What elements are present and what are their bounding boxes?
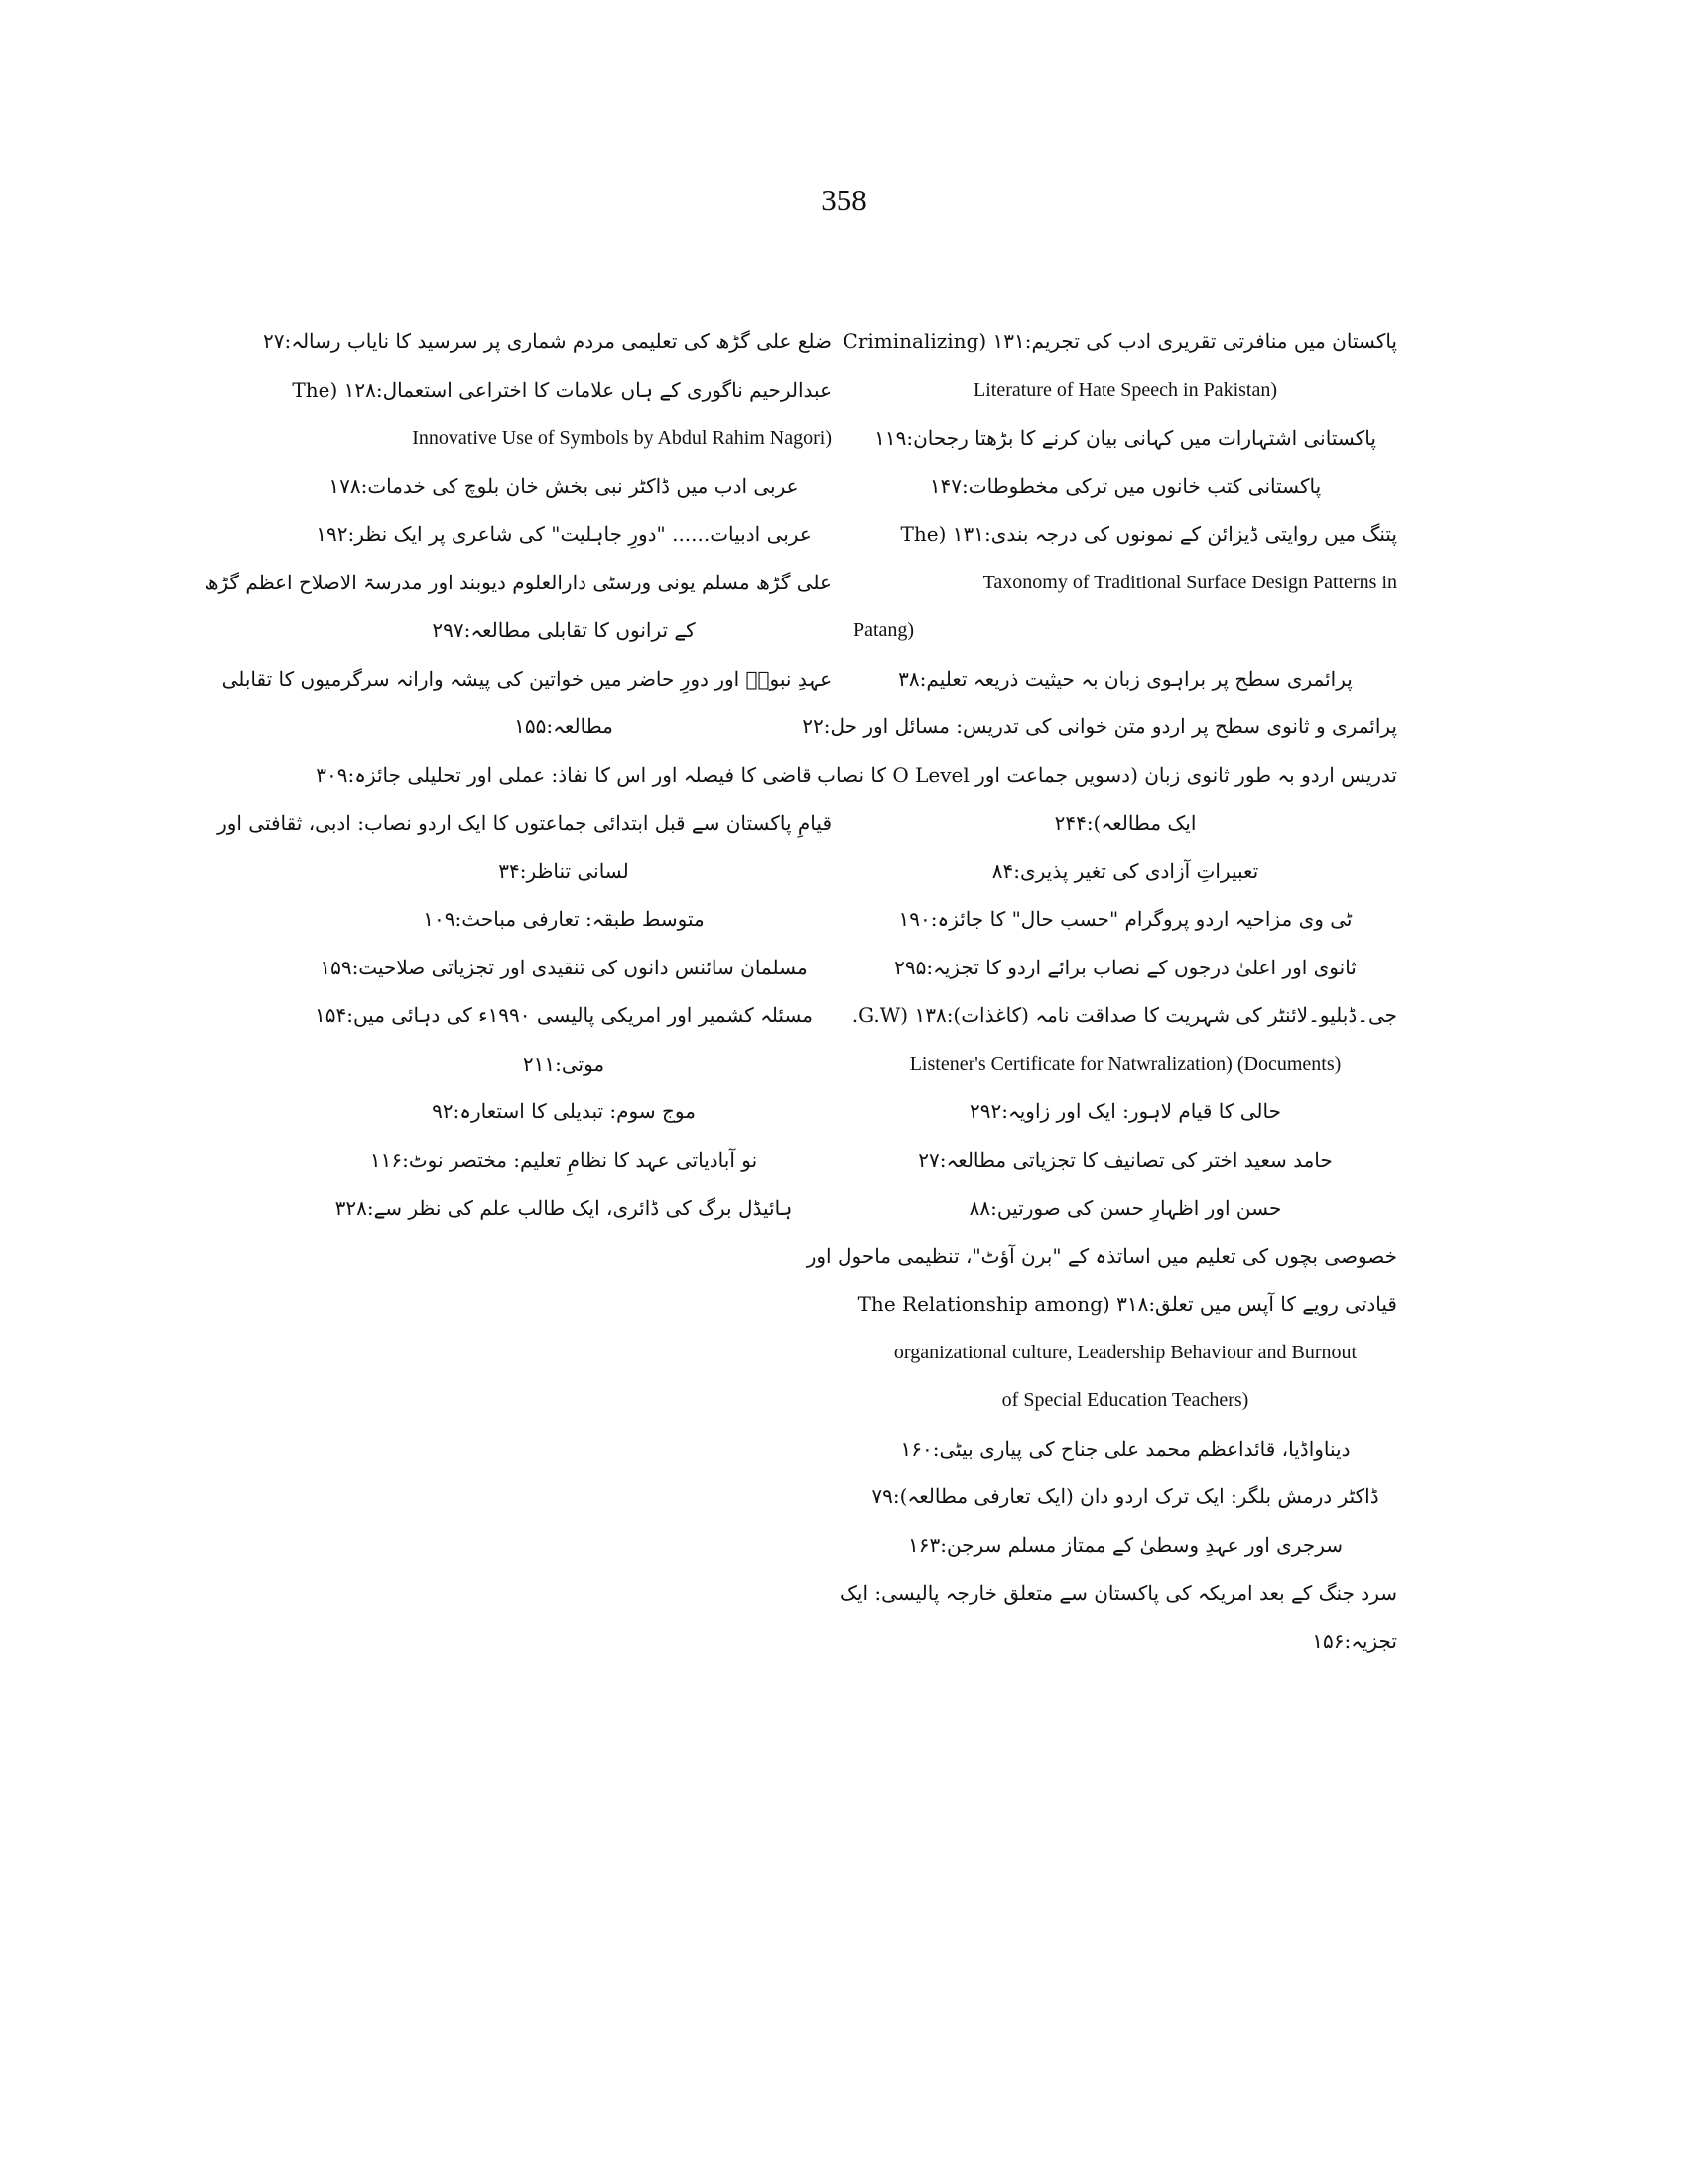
index-entry-line: علی گڑھ مسلم یونی ورسٹی دارالعلوم دیوبند اور مدرسۃ الاصلاح اعظم گڑھ: [204, 570, 832, 594]
index-entry-line: سرد جنگ کے بعد امریکہ کی پاکستان سے متعلق خارجہ پالیسی: ایک: [840, 1581, 1397, 1605]
index-entry-line: تعبیراتِ آزادی کی تغیر پذیری:۸۴: [991, 858, 1259, 883]
index-entry-line: ضلع علی گڑھ کی تعلیمی مردم شماری پر سرسید کا نایاب رسالہ:۲۷: [263, 329, 832, 353]
index-entry-line: Patang): [853, 619, 915, 641]
index-entry-line: عربی ادبیات...... "دورِ جاہلیت" کی شاعری پر ایک نظر:۱۹۲: [316, 522, 812, 546]
index-entry-line: موتی:۲۱۱: [522, 1051, 605, 1076]
page-number: 358: [821, 183, 867, 217]
index-entry-line: پاکستانی اشتہارات میں کہانی بیان کرنے کا بڑھتا رجحان:۱۱۹: [874, 426, 1376, 450]
index-column-right: [802, 318, 1397, 1665]
index-entry-line: organizational culture, Leadership Behaviour and Burnout: [893, 1341, 1358, 1363]
index-entry-line: کے ترانوں کا تقابلی مطالعہ:۲۹۷: [432, 618, 696, 642]
index-column-left: [204, 318, 832, 1232]
index-entry-line: دیناواڈیا، قائداعظم محمد علی جناح کی پیاری بیٹی:۱۶۰: [900, 1436, 1351, 1461]
index-entry-line: قیادتی رویے کا آپس میں تعلق:۳۱۸ (The Relationship among: [857, 1292, 1397, 1316]
index-entry-line: موج سوم: تبدیلی کا استعارہ:۹۲: [432, 1099, 696, 1123]
index-entry-line: مسئلہ کشمیر اور امریکی پالیسی ۱۹۹۰ء کی دہائی میں:۱۵۴: [314, 1003, 814, 1027]
index-entry-line: لسانی تناظر:۳۴: [498, 858, 629, 883]
index-entry-line: Listener's Certificate for Natwralization) (Documents): [909, 1052, 1342, 1075]
index-entry-line: ہائیڈل برگ کی ڈائری، ایک طالب علم کی نظر سے:۳۲۸: [334, 1196, 793, 1220]
index-entry-line: تجزیہ:۱۵۶: [1312, 1628, 1397, 1653]
index-entry-line: ایک مطالعہ):۲۴۴: [1054, 811, 1197, 835]
index-entry-line: پاکستان میں منافرتی تقریری ادب کی تجریم:۱۳۱ (Criminalizing: [843, 329, 1397, 353]
index-entry-line: of Special Education Teachers): [1001, 1389, 1249, 1411]
index-entry-line: Innovative Use of Symbols by Abdul Rahim Nagori): [412, 427, 832, 449]
index-entry-line: پرائمری و ثانوی سطح پر اردو متن خوانی کی تدریس: مسائل اور حل:۲۲: [802, 714, 1397, 738]
index-entry-line: مطالعہ:۱۵۵: [514, 714, 613, 738]
index-entry-line: مسلمان سائنس دانوں کی تنقیدی اور تجزیاتی صلاحیت:۱۵۹: [320, 955, 808, 979]
index-entry-line: حالی کا قیام لاہور: ایک اور زاویہ:۲۹۲: [970, 1099, 1281, 1123]
index-entry-line: قاضی کا فیصلہ اور اس کا نفاذ: عملی اور تحلیلی جائزہ:۳۰۹: [316, 762, 812, 787]
index-entry-line: متوسط طبقہ: تعارفی مباحث:۱۰۹: [423, 907, 705, 931]
index-entry-line: ڈاکٹر درمش بلگر: ایک ترک اردو دان (ایک تعارفی مطالعہ):۷۹: [871, 1484, 1379, 1508]
index-entry-line: حسن اور اظہارِ حسن کی صورتیں:۸۸: [969, 1196, 1282, 1220]
index-entry-line: حامد سعید اختر کی تصانیف کا تجزیاتی مطالعہ:۲۷: [918, 1147, 1333, 1172]
index-entry-line: ٹی وی مزاحیہ اردو پروگرام "حسب حال" کا جائزہ:۱۹۰: [898, 907, 1353, 931]
index-entry-line: پتنگ میں روایتی ڈیزائن کے نمونوں کی درجہ بندی:۱۳۱ (The: [900, 522, 1397, 546]
index-entry-line: ثانوی اور اعلیٰ درجوں کے نصاب برائے اردو کا تجزیہ:۲۹۵: [894, 955, 1357, 979]
index-entry-line: عربی ادب میں ڈاکٹر نبی بخش خان بلوچ کی خدمات:۱۷۸: [328, 473, 799, 498]
index-entry-line: خصوصی بچوں کی تعلیم میں اساتذہ کے "برن آؤٹ"، تنظیمی ماحول اور: [806, 1243, 1397, 1268]
index-entry-line: Literature of Hate Speech in Pakistan): [974, 378, 1277, 401]
index-entry-line: قیامِ پاکستان سے قبل ابتدائی جماعتوں کا ایک اردو نصاب: ادبی، ثقافتی اور: [217, 811, 832, 835]
index-entry-line: نو آبادیاتی عہد کا نظامِ تعلیم: مختصر نوٹ:۱۱۶: [369, 1147, 758, 1172]
index-entry-line: سرجری اور عہدِ وسطیٰ کے ممتاز مسلم سرجن:۱۶۳: [907, 1532, 1343, 1557]
index-entry-line: Taxonomy of Traditional Surface Design Patterns in: [982, 571, 1397, 593]
index-entry-line: پاکستانی کتب خانوں میں ترکی مخطوطات:۱۴۷: [929, 473, 1322, 498]
index-entry-line: عہدِ نبویؐ اور دورِ حاضر میں خواتین کی پیشہ وارانہ سرگرمیوں کا تقابلی: [221, 666, 832, 691]
index-entry-line: پرائمری سطح پر براہوی زبان بہ حیثیت ذریعہ تعلیم:۳۸: [898, 666, 1353, 691]
index-entry-line: تدریس اردو بہ طور ثانوی زبان (دسویں جماعت اور O Level کا نصاب: [817, 762, 1397, 787]
index-entry-line: عبدالرحیم ناگوری کے ہاں علامات کا اختراعی استعمال:۱۲۸ (The: [292, 377, 832, 402]
index-entry-line: جی۔ڈبلیو۔لائنٹر کی شہریت کا صداقت نامہ (کاغذات):۱۳۸ (G.W.: [851, 1003, 1397, 1027]
